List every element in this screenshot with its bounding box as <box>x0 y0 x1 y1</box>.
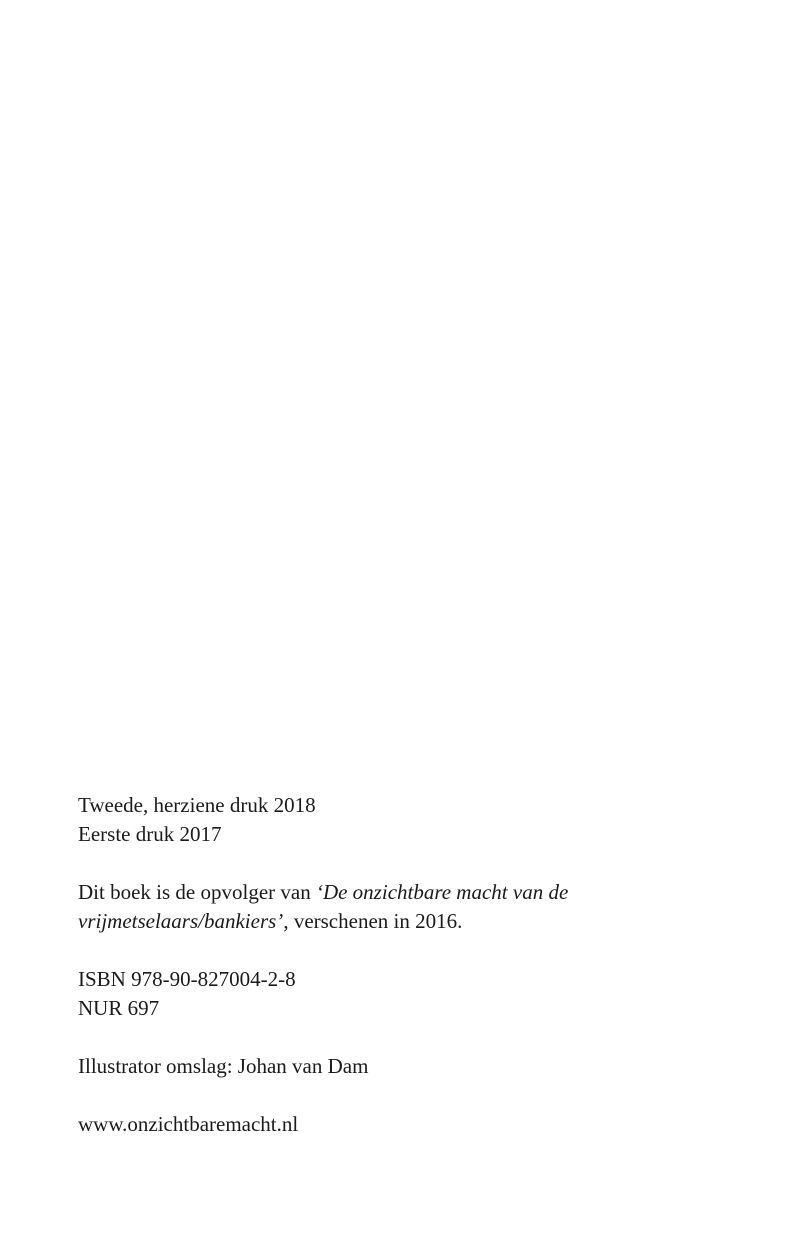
predecessor-note <box>78 878 718 936</box>
predecessor-title-part-2: vrijmetselaars/bankiers’ <box>78 909 284 933</box>
identifiers <box>78 965 718 1023</box>
illustrator-line: Illustrator omslag: Johan van Dam <box>78 1054 369 1078</box>
predecessor-suffix: , verschenen in 2016. <box>283 909 463 933</box>
colophon <box>78 791 718 1139</box>
second-edition-line: Tweede, herziene druk 2018 <box>78 793 316 817</box>
edition-info <box>78 791 718 849</box>
predecessor-title-part-1: ‘De onzichtbare macht van de <box>315 880 569 904</box>
website-url: www.onzichtbaremacht.nl <box>78 1112 299 1136</box>
predecessor-line-2 <box>78 907 718 936</box>
predecessor-line-1 <box>78 878 718 907</box>
credits <box>78 1052 718 1081</box>
spacer <box>78 1023 718 1052</box>
nur-line: NUR 697 <box>78 996 160 1020</box>
first-edition-line: Eerste druk 2017 <box>78 822 222 846</box>
isbn-line: ISBN 978-90-827004-2-8 <box>78 967 296 991</box>
predecessor-prefix: Dit boek is de opvolger van <box>78 880 316 904</box>
spacer <box>78 936 718 965</box>
spacer <box>78 849 718 878</box>
spacer <box>78 1081 718 1110</box>
website <box>78 1110 718 1139</box>
